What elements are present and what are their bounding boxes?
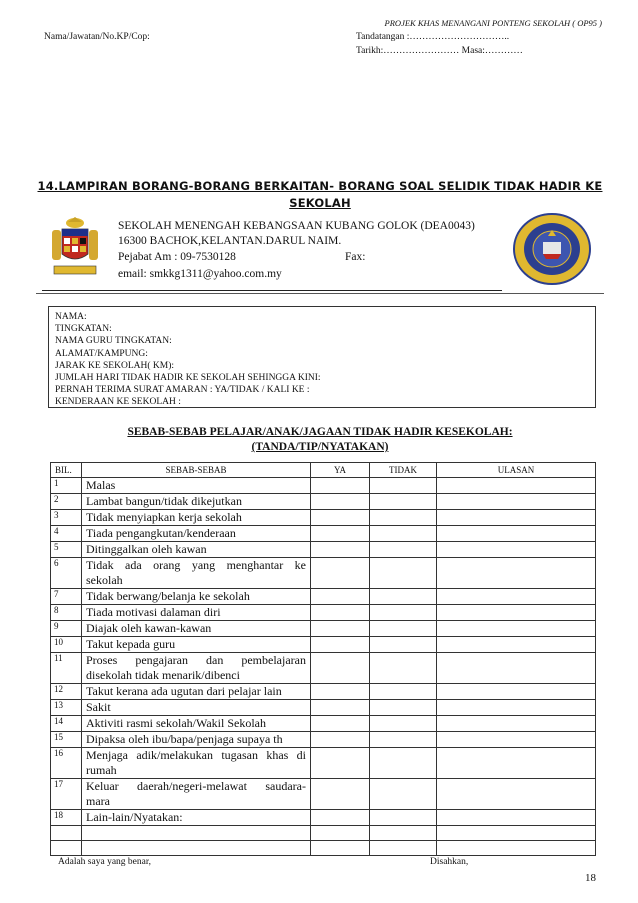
reason-cell xyxy=(82,653,311,684)
reason-cell xyxy=(82,589,311,605)
reason-line1: Malas xyxy=(86,478,116,492)
table-row xyxy=(51,637,596,653)
blank-table-row xyxy=(51,826,596,841)
ulasan-input-cell[interactable] xyxy=(437,542,596,558)
row-number: 17 xyxy=(51,779,82,810)
tidak-checkbox-cell[interactable] xyxy=(370,684,437,700)
reason-line1: Takut kerana ada ugutan dari pelajar lain xyxy=(86,684,282,698)
reason-line1: Proses pengajaran dan pembelajaran xyxy=(86,653,306,667)
row-number xyxy=(51,826,82,841)
row-number: 8 xyxy=(51,605,82,621)
tidak-checkbox-cell[interactable] xyxy=(370,700,437,716)
table-row xyxy=(51,810,596,826)
row-number: 7 xyxy=(51,589,82,605)
row-number: 1 xyxy=(51,478,82,494)
closing-text: Adalah saya yang benar, xyxy=(58,857,151,867)
ulasan-input-cell[interactable] xyxy=(437,526,596,542)
reason-cell xyxy=(82,779,311,810)
reason-cell xyxy=(82,558,311,589)
col-header-ya: YA xyxy=(311,463,370,478)
field-surat-amaran[interactable]: PERNAH TERIMA SURAT AMARAN : YA/TIDAK / KALI KE : xyxy=(55,385,310,396)
reason-cell xyxy=(82,494,311,510)
table-row xyxy=(51,605,596,621)
ulasan-input-cell[interactable] xyxy=(437,779,596,810)
table-row xyxy=(51,684,596,700)
ya-checkbox-cell[interactable] xyxy=(311,700,370,716)
reasons-table xyxy=(50,462,596,856)
ya-checkbox-cell[interactable] xyxy=(311,716,370,732)
tidak-checkbox-cell[interactable] xyxy=(370,621,437,637)
tidak-checkbox-cell[interactable] xyxy=(370,605,437,621)
row-number: 11 xyxy=(51,653,82,684)
row-number: 6 xyxy=(51,558,82,589)
reason-line1: Lambat bangun/tidak dikejutkan xyxy=(86,494,242,508)
reason-line1: Dipaksa oleh ibu/bapa/penjaga supaya th xyxy=(86,732,283,746)
table-row xyxy=(51,526,596,542)
ulasan-input-cell[interactable] xyxy=(437,732,596,748)
ulasan-input-cell[interactable] xyxy=(437,478,596,494)
reasons-title-line1: SEBAB-SEBAB PELAJAR/ANAK/JAGAAN TIDAK HADIR KESEKOLAH: xyxy=(127,426,513,438)
row-number: 15 xyxy=(51,732,82,748)
reason-line2: rumah xyxy=(86,763,117,777)
reason-line1: Lain-lain/Nyatakan: xyxy=(86,810,183,824)
reason-cell xyxy=(82,621,311,637)
table-row xyxy=(51,748,596,779)
row-number: 14 xyxy=(51,716,82,732)
reason-line1: Ditinggalkan oleh kawan xyxy=(86,542,207,556)
ya-checkbox-cell[interactable] xyxy=(311,779,370,810)
ya-checkbox-cell[interactable] xyxy=(311,841,370,856)
row-number: 18 xyxy=(51,810,82,826)
ulasan-input-cell[interactable] xyxy=(437,716,596,732)
row-number: 12 xyxy=(51,684,82,700)
tidak-checkbox-cell[interactable] xyxy=(370,542,437,558)
table-row xyxy=(51,558,596,589)
school-address: 16300 BACHOK,KELANTAN.DARUL NAIM. xyxy=(118,235,342,247)
reason-line2: mara xyxy=(86,794,110,808)
school-seal-icon xyxy=(512,212,592,286)
ya-checkbox-cell[interactable] xyxy=(311,478,370,494)
reason-line1: Tidak menyiapkan kerja sekolah xyxy=(86,510,242,524)
reason-line1: Tidak ada orang yang menghantar ke xyxy=(86,558,306,572)
school-name: SEKOLAH MENENGAH KEBANGSAAN KUBANG GOLOK (DEA0043) xyxy=(118,220,475,232)
tidak-checkbox-cell[interactable] xyxy=(370,779,437,810)
ulasan-input-cell[interactable] xyxy=(437,637,596,653)
reasons-table-body xyxy=(51,478,596,856)
ya-checkbox-cell[interactable] xyxy=(311,637,370,653)
field-nama-guru-tingkatan[interactable]: NAMA GURU TINGKATAN: xyxy=(55,336,172,347)
reason-cell xyxy=(82,748,311,779)
col-header-bil: BIL. xyxy=(51,463,82,478)
name-field-label: Nama/Jawatan/No.KP/Cop: xyxy=(44,32,150,42)
table-row xyxy=(51,478,596,494)
ulasan-input-cell[interactable] xyxy=(437,621,596,637)
reason-line1: Tiada motivasi dalaman diri xyxy=(86,605,221,619)
school-office-phone: Pejabat Am : 09-7530128 xyxy=(118,251,236,263)
ya-checkbox-cell[interactable] xyxy=(311,810,370,826)
reason-cell xyxy=(82,732,311,748)
row-number: 9 xyxy=(51,621,82,637)
ya-checkbox-cell[interactable] xyxy=(311,589,370,605)
tidak-checkbox-cell[interactable] xyxy=(370,478,437,494)
tidak-checkbox-cell[interactable] xyxy=(370,494,437,510)
form-title: 14.LAMPIRAN BORANG-BORANG BERKAITAN- BORANG SOAL SELIDIK TIDAK HADIR KE SEKOLAH xyxy=(37,179,603,210)
reason-cell xyxy=(82,542,311,558)
ulasan-input-cell[interactable] xyxy=(437,841,596,856)
col-header-ulasan: ULASAN xyxy=(437,463,596,478)
reason-cell xyxy=(82,526,311,542)
tidak-checkbox-cell[interactable] xyxy=(370,510,437,526)
field-jumlah-hari-tidak-hadir[interactable]: JUMLAH HARI TIDAK HADIR KE SEKOLAH SEHINGGA KINI: xyxy=(55,373,321,384)
reason-cell xyxy=(82,637,311,653)
field-nama[interactable]: NAMA: xyxy=(55,312,87,322)
coat-of-arms-icon xyxy=(46,216,104,278)
col-header-tidak: TIDAK xyxy=(370,463,437,478)
ya-checkbox-cell[interactable] xyxy=(311,732,370,748)
ulasan-input-cell[interactable] xyxy=(437,748,596,779)
row-number: 10 xyxy=(51,637,82,653)
reason-cell xyxy=(82,700,311,716)
project-header: PROJEK KHAS MENANGANI PONTENG SEKOLAH ( OP95 ) xyxy=(384,18,602,28)
field-kenderaan[interactable]: KENDERAAN KE SEKOLAH : xyxy=(55,397,181,408)
tidak-checkbox-cell[interactable] xyxy=(370,841,437,856)
tidak-checkbox-cell[interactable] xyxy=(370,558,437,589)
tidak-checkbox-cell[interactable] xyxy=(370,826,437,841)
row-number: 13 xyxy=(51,700,82,716)
tidak-checkbox-cell[interactable] xyxy=(370,637,437,653)
student-info-box xyxy=(48,306,596,408)
ulasan-input-cell[interactable] xyxy=(437,826,596,841)
reason-line1: Keluar daerah/negeri-melawat saudara- xyxy=(86,779,306,793)
reason-cell xyxy=(82,810,311,826)
reason-cell xyxy=(82,716,311,732)
page-number: 18 xyxy=(585,872,596,884)
school-fax: Fax: xyxy=(345,251,366,263)
ulasan-input-cell[interactable] xyxy=(437,589,596,605)
ya-checkbox-cell[interactable] xyxy=(311,621,370,637)
reason-cell xyxy=(82,605,311,621)
ya-checkbox-cell[interactable] xyxy=(311,542,370,558)
reason-line1: Sakit xyxy=(86,700,111,714)
reasons-title-line2: (TANDA/TIP/NYATAKAN) xyxy=(251,441,389,453)
reason-line1: Takut kepada guru xyxy=(86,637,176,651)
ya-checkbox-cell[interactable] xyxy=(311,653,370,684)
reason-line1: Menjaga adik/melakukan tugasan khas di xyxy=(86,748,306,762)
tidak-checkbox-cell[interactable] xyxy=(370,653,437,684)
table-row xyxy=(51,653,596,684)
ulasan-input-cell[interactable] xyxy=(437,605,596,621)
row-number xyxy=(51,841,82,856)
reason-line1: Aktiviti rasmi sekolah/Wakil Sekolah xyxy=(86,716,267,730)
field-tingkatan[interactable]: TINGKATAN: xyxy=(55,324,112,335)
school-email: email: smkkg1311@yahoo.com.my xyxy=(118,268,282,280)
table-row xyxy=(51,732,596,748)
tidak-checkbox-cell[interactable] xyxy=(370,810,437,826)
table-row xyxy=(51,542,596,558)
ya-checkbox-cell[interactable] xyxy=(311,494,370,510)
row-number: 16 xyxy=(51,748,82,779)
tidak-checkbox-cell[interactable] xyxy=(370,526,437,542)
table-row xyxy=(51,700,596,716)
col-header-sebab: SEBAB-SEBAB xyxy=(82,463,311,478)
reason-line2: disekolah tidak menarik/dibenci xyxy=(86,668,240,682)
reason-line1: Tidak berwang/belanja ke sekolah xyxy=(86,589,250,603)
table-row xyxy=(51,494,596,510)
tidak-checkbox-cell[interactable] xyxy=(370,589,437,605)
ya-checkbox-cell[interactable] xyxy=(311,510,370,526)
row-number: 5 xyxy=(51,542,82,558)
letterhead-rule-outer xyxy=(36,293,604,294)
ulasan-input-cell[interactable] xyxy=(437,653,596,684)
ulasan-input-cell[interactable] xyxy=(437,684,596,700)
row-number: 4 xyxy=(51,526,82,542)
ya-checkbox-cell[interactable] xyxy=(311,748,370,779)
verified-text: Disahkan, xyxy=(430,857,469,867)
ulasan-input-cell[interactable] xyxy=(437,700,596,716)
field-alamat-kampung[interactable]: ALAMAT/KAMPUNG: xyxy=(55,348,148,359)
tidak-checkbox-cell[interactable] xyxy=(370,716,437,732)
ya-checkbox-cell[interactable] xyxy=(311,558,370,589)
ya-checkbox-cell[interactable] xyxy=(311,526,370,542)
reason-cell xyxy=(82,684,311,700)
tidak-checkbox-cell[interactable] xyxy=(370,732,437,748)
reason-cell xyxy=(82,510,311,526)
reason-line2: sekolah xyxy=(86,573,123,587)
date-time-field: Tarikh:…………………… Masa:………… xyxy=(356,46,523,56)
blank-table-row xyxy=(51,841,596,856)
table-row xyxy=(51,589,596,605)
table-row xyxy=(51,510,596,526)
reason-cell[interactable] xyxy=(82,841,311,856)
signature-field: Tandatangan :………………………….. xyxy=(356,32,510,42)
reason-line1: Tiada pengangkutan/kenderaan xyxy=(86,526,236,540)
ya-checkbox-cell[interactable] xyxy=(311,684,370,700)
reason-cell[interactable] xyxy=(82,826,311,841)
field-jarak-ke-sekolah[interactable]: JARAK KE SEKOLAH( KM): xyxy=(55,360,175,371)
reason-cell xyxy=(82,478,311,494)
ulasan-input-cell[interactable] xyxy=(437,510,596,526)
table-row xyxy=(51,621,596,637)
ya-checkbox-cell[interactable] xyxy=(311,605,370,621)
row-number: 2 xyxy=(51,494,82,510)
tidak-checkbox-cell[interactable] xyxy=(370,748,437,779)
letterhead-rule xyxy=(42,290,502,291)
table-row xyxy=(51,779,596,810)
ulasan-input-cell[interactable] xyxy=(437,494,596,510)
row-number: 3 xyxy=(51,510,82,526)
ulasan-input-cell[interactable] xyxy=(437,558,596,589)
ya-checkbox-cell[interactable] xyxy=(311,826,370,841)
reasons-section-title xyxy=(60,425,580,455)
ulasan-input-cell[interactable] xyxy=(437,810,596,826)
reason-line1: Diajak oleh kawan-kawan xyxy=(86,621,212,635)
table-row xyxy=(51,716,596,732)
